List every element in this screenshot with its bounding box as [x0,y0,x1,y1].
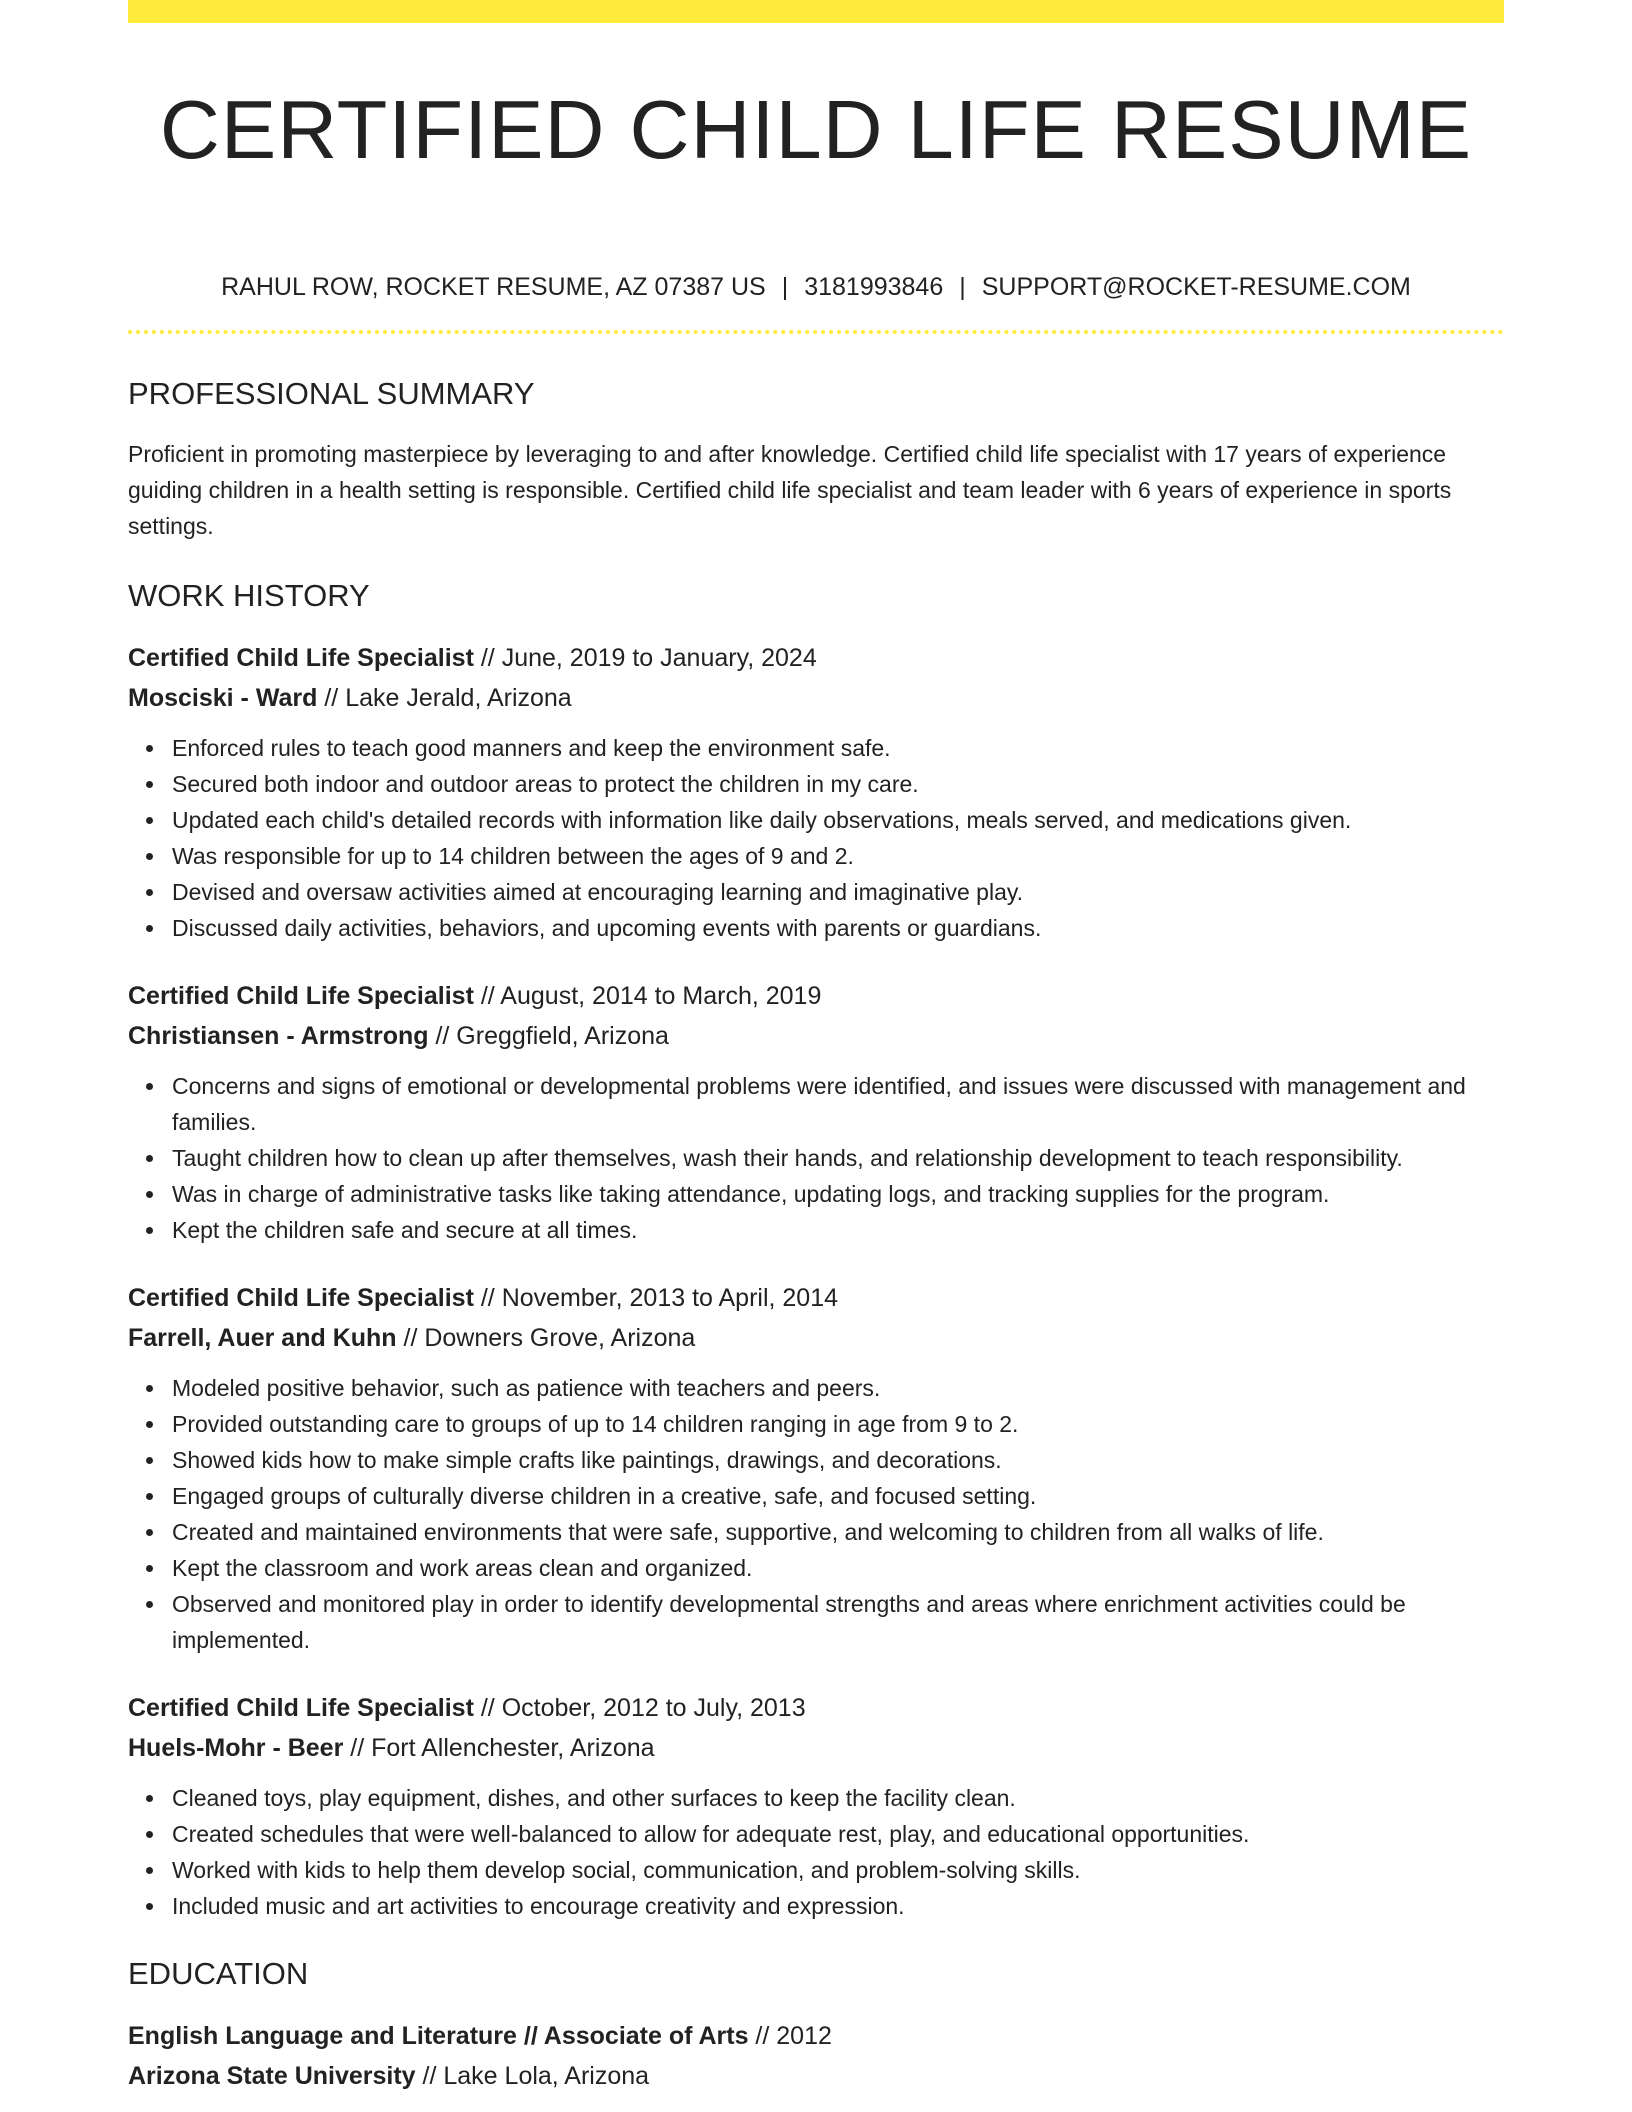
job-location: // Lake Jerald, Arizona [317,684,572,712]
job-bullet [172,766,1504,802]
job-title-line [128,976,1504,1016]
bullet-dot-icon [146,1083,153,1090]
work-history-heading: WORK HISTORY [128,578,370,613]
bullet-dot-icon [146,1903,153,1910]
bullet-dot-icon [146,1565,153,1572]
job-bullet-text: Provided outstanding care to groups of up to 14 children ranging in age from 9 to 2. [172,1411,1019,1437]
bullet-dot-icon [146,1601,153,1608]
bullet-dot-icon [146,889,153,896]
job-bullet-text: Devised and oversaw activities aimed at encouraging learning and imaginative play. [172,879,1024,905]
bullet-dot-icon [146,817,153,824]
bullet-dot-icon [146,1191,153,1198]
job-bullet-text: Was responsible for up to 14 children between the ages of 9 and 2. [172,843,854,869]
job-bullet-text: Secured both indoor and outdoor areas to protect the children in my care. [172,771,919,797]
job-title-line [128,1278,1504,1318]
job-bullet [172,1176,1504,1212]
bullet-dot-icon [146,925,153,932]
contact-separator: | [959,273,966,301]
job-bullet [172,1550,1504,1586]
job-bullets [128,1370,1504,1658]
resume-content [128,0,1504,2096]
job-bullet [172,1888,1504,1924]
job-bullet-text: Showed kids how to make simple crafts like paintings, drawings, and decorations. [172,1447,1002,1473]
job-company-line [128,678,1504,718]
job-bullet [172,1514,1504,1550]
contact-line [128,270,1504,304]
job-bullet-text: Modeled positive behavior, such as patience with teachers and peers. [172,1375,881,1401]
job-bullet-text: Discussed daily activities, behaviors, and upcoming events with parents or guardians. [172,915,1042,941]
education-entry [128,2016,1504,2096]
bullet-dot-icon [146,1867,153,1874]
job-dates: // November, 2013 to April, 2014 [473,1284,839,1312]
job-bullet [172,1852,1504,1888]
bullet-dot-icon [146,853,153,860]
job-company: Mosciski - Ward [128,684,318,712]
bullet-dot-icon [146,1385,153,1392]
job-bullet-text: Kept the children safe and secure at all times. [172,1217,638,1243]
job-bullet-text: Was in charge of administrative tasks like taking attendance, updating logs, and tracking supplies for the program. [172,1181,1330,1207]
education-school-line [128,2056,1504,2096]
job-bullet [172,1370,1504,1406]
bullet-dot-icon [146,1421,153,1428]
job-title: Certified Child Life Specialist [128,1284,474,1312]
job-bullet [172,1140,1504,1176]
bullet-dot-icon [146,1795,153,1802]
job-bullet [172,802,1504,838]
contact-phone: 3181993846 [804,273,944,301]
summary-heading: PROFESSIONAL SUMMARY [128,376,535,411]
job-bullet [172,1406,1504,1442]
bullet-dot-icon [146,1493,153,1500]
bullet-dot-icon [146,781,153,788]
job-entry [128,1278,1504,1658]
job-bullet-text: Kept the classroom and work areas clean and organized. [172,1555,753,1581]
job-bullet [172,838,1504,874]
job-title-line [128,638,1504,678]
job-company: Christiansen - Armstrong [128,1022,429,1050]
bullet-dot-icon [146,1227,153,1234]
job-bullet [172,910,1504,946]
bullet-dot-icon [146,745,153,752]
job-company: Farrell, Auer and Kuhn [128,1324,397,1352]
job-location: // Downers Grove, Arizona [396,1324,696,1352]
job-bullet [172,1068,1504,1140]
job-bullets [128,730,1504,946]
bullet-dot-icon [146,1457,153,1464]
job-title: Certified Child Life Specialist [128,1694,474,1722]
job-bullet [172,1442,1504,1478]
job-location: // Fort Allenchester, Arizona [343,1734,655,1762]
job-entry [128,638,1504,946]
job-entry [128,976,1504,1248]
job-bullet [172,1586,1504,1658]
job-bullet [172,730,1504,766]
bullet-dot-icon [146,1831,153,1838]
job-bullet [172,1212,1504,1248]
job-title: Certified Child Life Specialist [128,644,474,672]
education-degree: English Language and Literature // Associate of Arts [128,2022,749,2050]
job-company-line [128,1016,1504,1056]
job-location: // Greggfield, Arizona [428,1022,669,1050]
job-dates: // October, 2012 to July, 2013 [473,1694,806,1722]
job-company-line [128,1728,1504,1768]
job-bullet-text: Observed and monitored play in order to identify developmental strengths and areas where enrichment activities could be implemented. [172,1591,1406,1653]
education-location: // Lake Lola, Arizona [415,2062,650,2090]
contact-separator: | [781,273,789,301]
work-history-list [128,638,1504,1924]
education-school: Arizona State University [128,2062,416,2090]
dotted-divider [128,330,1504,334]
job-bullet-text: Created and maintained environments that were safe, supportive, and welcoming to children from all walks of life. [172,1519,1324,1545]
job-bullet [172,1816,1504,1852]
job-bullet-text: Included music and art activities to encourage creativity and expression. [172,1893,905,1919]
job-bullet-text: Enforced rules to teach good manners and keep the environment safe. [172,735,891,761]
education-degree-line [128,2016,1504,2056]
job-bullet [172,1478,1504,1514]
resume-title: CERTIFIED CHILD LIFE RESUME [159,83,1473,176]
job-bullet-text: Concerns and signs of emotional or developmental problems were identified, and issues were discussed with management and families. [172,1073,1466,1135]
job-bullet [172,874,1504,910]
job-bullet [172,1780,1504,1816]
job-title: Certified Child Life Specialist [128,982,474,1010]
job-entry [128,1688,1504,1924]
contact-address: RAHUL ROW, ROCKET RESUME, AZ 07387 US [221,273,766,301]
job-dates: // June, 2019 to January, 2024 [473,644,817,672]
job-bullet-text: Taught children how to clean up after themselves, wash their hands, and relationship development to teach responsibility. [172,1145,1403,1171]
job-bullets [128,1068,1504,1248]
job-bullet-text: Created schedules that were well-balanced to allow for adequate rest, play, and educational opportunities. [172,1821,1250,1847]
job-bullet-text: Updated each child's detailed records with information like daily observations, meals served, and medications given. [172,807,1352,833]
job-dates: // August, 2014 to March, 2019 [473,982,822,1010]
summary-text: Proficient in promoting masterpiece by leveraging to and after knowledge. Certified child life specialist with 17 years of experience guiding children in a health setting is responsible. Certified child life specialist and team leader with 6 years of experience in sports settings. [128,441,1452,539]
education-year: // 2012 [748,2022,832,2050]
education-heading: EDUCATION [128,1956,309,1991]
job-company-line [128,1318,1504,1358]
job-bullets [128,1780,1504,1924]
job-company: Huels-Mohr - Beer [128,1734,344,1762]
job-bullet-text: Engaged groups of culturally diverse children in a creative, safe, and focused setting. [172,1483,1037,1509]
bullet-dot-icon [146,1155,153,1162]
bullet-dot-icon [146,1529,153,1536]
contact-email: SUPPORT@ROCKET-RESUME.COM [981,273,1411,301]
job-bullet-text: Cleaned toys, play equipment, dishes, and other surfaces to keep the facility clean. [172,1785,1016,1811]
job-title-line [128,1688,1504,1728]
job-bullet-text: Worked with kids to help them develop social, communication, and problem-solving skills. [172,1857,1081,1883]
